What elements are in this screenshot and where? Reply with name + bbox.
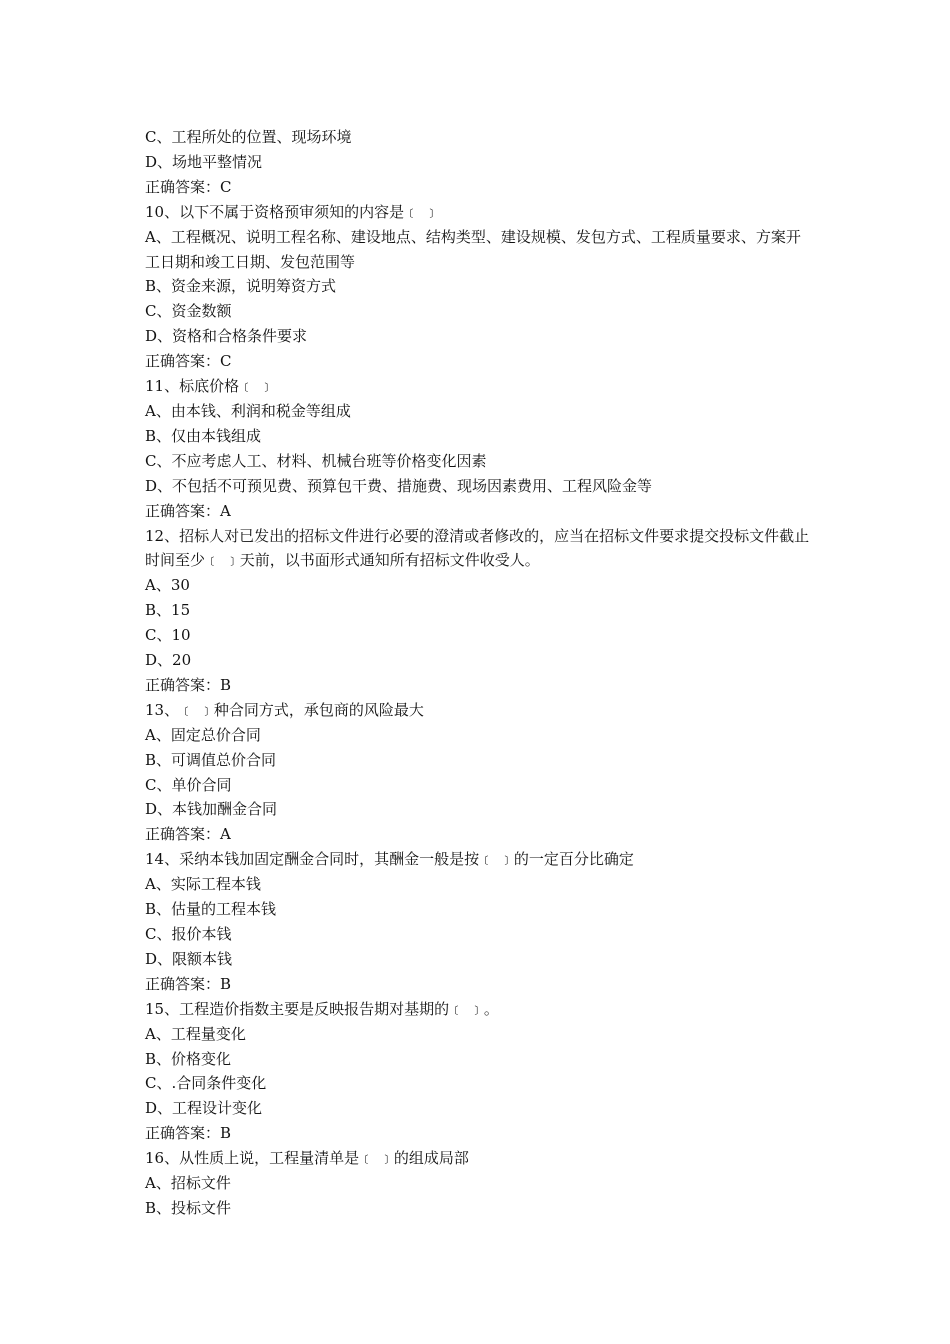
option-line: D、不包括不可预见费、预算包干费、措施费、现场因素费用、工程风险金等 bbox=[145, 476, 653, 495]
option-line: B、价格变化 bbox=[145, 1049, 232, 1068]
answer-line: 正确答案：A bbox=[145, 825, 231, 844]
option-line: D、本钱加酬金合同 bbox=[145, 800, 278, 819]
option-line: A、固定总价合同 bbox=[145, 725, 261, 744]
option-line: B、仅由本钱组成 bbox=[145, 426, 262, 445]
answer-line: 正确答案：B bbox=[145, 675, 232, 694]
option-line: A、工程量变化 bbox=[145, 1024, 246, 1043]
option-line: C、10 bbox=[145, 626, 191, 645]
question-line: 15、工程造价指数主要是反映报告期对基期的﹝ ﹞。 bbox=[145, 999, 499, 1018]
option-line: C、.合同条件变化 bbox=[145, 1074, 267, 1093]
answer-line: 正确答案：C bbox=[145, 352, 232, 371]
option-line: B、资金来源，说明筹资方式 bbox=[145, 277, 337, 296]
question-line: 14、采纳本钱加固定酬金合同时，其酬金一般是按﹝ ﹞的一定百分比确定 bbox=[145, 850, 634, 869]
answer-line: 正确答案：C bbox=[145, 177, 232, 196]
option-line: B、15 bbox=[145, 601, 191, 620]
option-line: D、工程设计变化 bbox=[145, 1099, 263, 1118]
option-line: A、招标文件 bbox=[145, 1174, 231, 1193]
option-line: D、资格和合格条件要求 bbox=[145, 327, 308, 346]
question-line: 12、招标人对已发出的招标文件进行必要的澄清或者修改的，应当在招标文件要求提交投标文件截止时间至少﹝ ﹞天前，以书面形式通知所有招标文件收受人。 bbox=[145, 526, 810, 570]
question-line: 10、以下不属于资格预审须知的内容是﹝ ﹞ bbox=[145, 202, 439, 221]
option-line: C、资金数额 bbox=[145, 302, 232, 321]
option-line: A、工程概况、说明工程名称、建设地点、结构类型、建设规模、发包方式、工程质量要求、方案开工日期和竣工日期、发包范围等 bbox=[145, 227, 801, 271]
option-line: C、单价合同 bbox=[145, 775, 232, 794]
question-line: 11、标底价格﹝ ﹞ bbox=[145, 377, 274, 396]
answer-line: 正确答案：B bbox=[145, 974, 232, 993]
option-line: A、30 bbox=[145, 576, 190, 595]
option-line: B、投标文件 bbox=[145, 1198, 232, 1217]
option-line: B、可调值总价合同 bbox=[145, 750, 277, 769]
option-line: D、限额本钱 bbox=[145, 949, 233, 968]
document-body bbox=[145, 125, 810, 1221]
option-line: D、场地平整情况 bbox=[145, 152, 263, 171]
answer-line: 正确答案：B bbox=[145, 1124, 232, 1143]
option-line: C、不应考虑人工、材料、机械台班等价格变化因素 bbox=[145, 451, 487, 470]
option-line: B、估量的工程本钱 bbox=[145, 900, 277, 919]
option-line: A、由本钱、利润和税金等组成 bbox=[145, 401, 351, 420]
option-line: C、报价本钱 bbox=[145, 925, 232, 943]
option-line: A、实际工程本钱 bbox=[145, 875, 261, 894]
option-line: C、工程所处的位置、现场环境 bbox=[145, 128, 352, 146]
option-line: D、20 bbox=[145, 651, 192, 670]
question-line: 16、从性质上说，工程量清单是﹝ ﹞的组成局部 bbox=[145, 1149, 469, 1168]
answer-line: 正确答案：A bbox=[145, 501, 231, 520]
question-line: 13、﹝ ﹞种合同方式，承包商的风险最大 bbox=[145, 700, 424, 719]
